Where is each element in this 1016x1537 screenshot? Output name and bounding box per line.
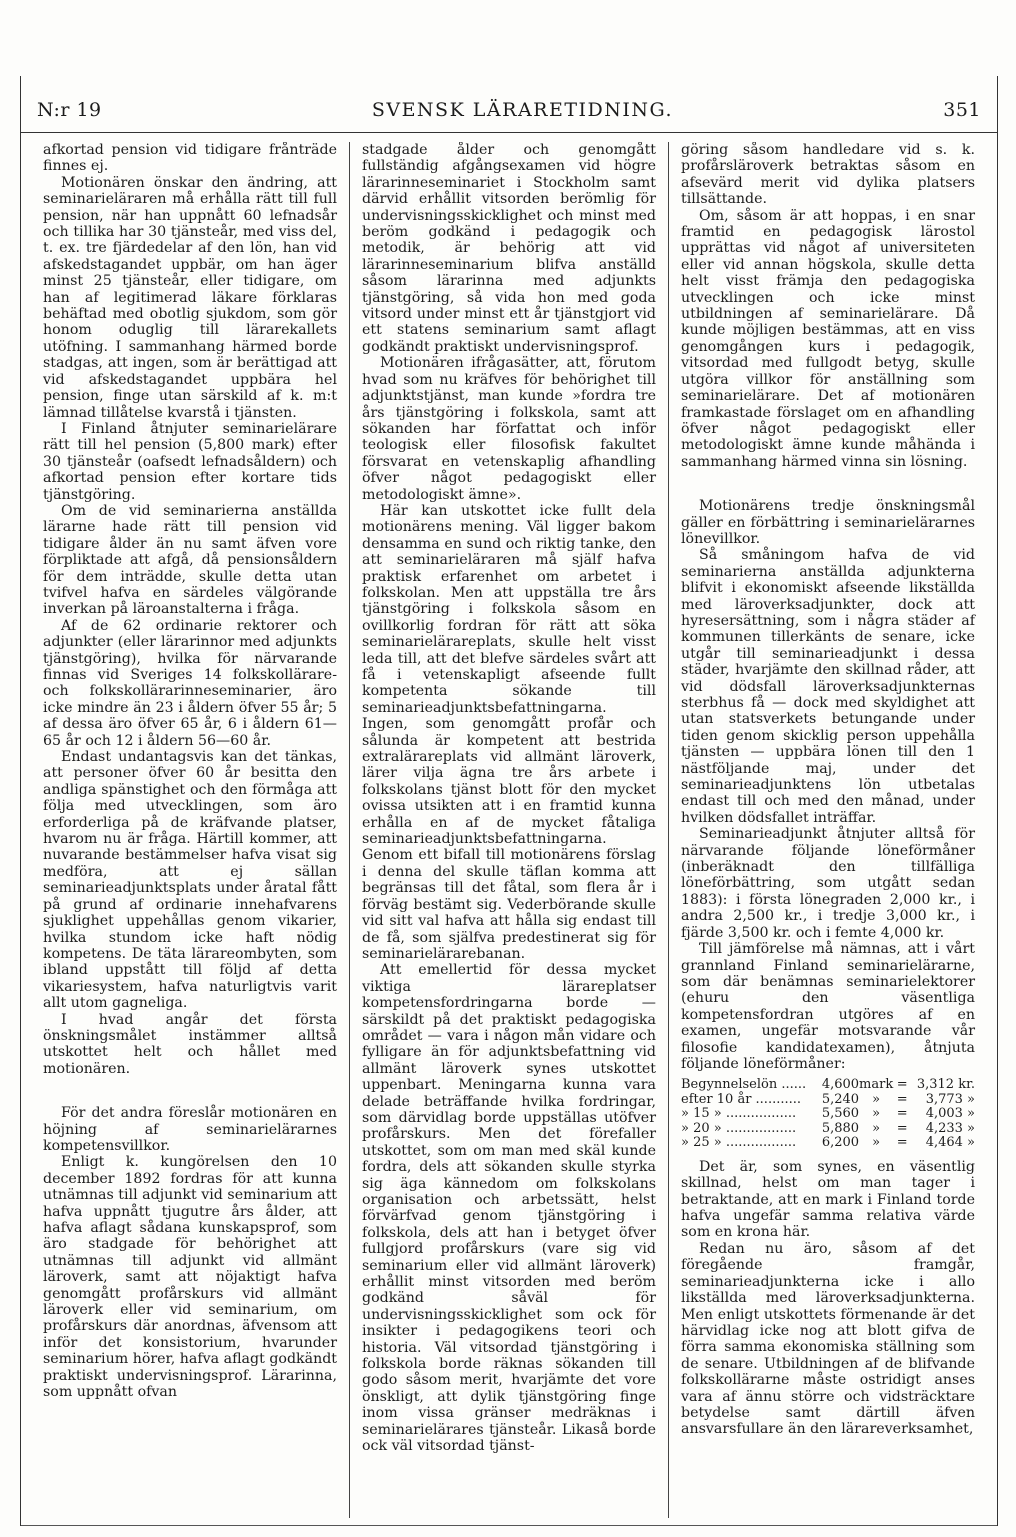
salary-mark: 5,880 — [821, 1120, 860, 1136]
paragraph: Motionären ifrågasätter, att, förutom hvad som nu kräfves för behörighet till adjunktstjänst, man kunde »fordra tre års tjänstgöring i folkskola, samt att sökanden har författat och inför teologisk eller filosofisk fakultet försvarat en vetenskaplig afhandling öfver något pedagogiskt eller metodologiskt ämne». — [362, 355, 656, 503]
footer-rule — [21, 1525, 997, 1526]
salary-label: » 15 » ................. — [681, 1106, 797, 1122]
table-row — [681, 1093, 975, 1108]
salary-label: » 25 » ................. — [681, 1135, 797, 1151]
salary-mark: 5,560 — [821, 1106, 860, 1122]
column-2 — [349, 142, 668, 1518]
paragraph: Att emellertid för dessa mycket viktiga lärareplatser kompetensfordringarna borde — särskildt på det praktiskt pedagogiska området — vara i någon mån vidare och fylligare än för adjunktsbefattning vid allmänt läroverk synes utskottet uppenbart. Meningarna kunna vara delade beträffande hvilka fordringar, som därvidlag borde uppställas utöfver profårskurs. Men det förefaller utskottet, som om man med skäl kunde fordra, dels att sökanden skulle styrka sig äga kännedom om folkskolans organisation och arbetssätt, helst förvärfvad genom tjänstgöring i folkskola, dels att han i betyget öfver fullgjord profårskurs (vare sig vid seminarium eller vid allmänt läroverk) erhållit minst vitsorden med beröm godkänd såväl för undervisningsskicklighet som ock för insikter i pedagogikens teori och historia. Väl vitsordad tjänstgöring i folkskola borde räknas sökanden till godo såsom merit, hvarjämte det vore önskligt, att dylik tjänstgöring finge inom vissa gränser medräknas i seminarielärares tjänsteår. Likaså borde ock väl vitsordad tjänst- — [362, 962, 656, 1455]
header-rule — [21, 132, 997, 133]
salary-unit: » — [872, 1091, 881, 1107]
paragraph: Om de vid seminarierna anställda lärarne hade rätt till pension vid tidigare ålder än nu samt äfven vore förpliktade att afgå, då pensionsåldern för dem inträdde, skulle detta utan tvifvel hafva en särdeles välgörande inverkan på läroanstalterna i fråga. — [43, 502, 337, 618]
salary-label: efter 10 år ........... — [681, 1091, 801, 1107]
salary-unit: » — [872, 1120, 881, 1136]
salary-mark: 6,200 — [821, 1135, 860, 1151]
salary-kr: 4,233 » — [925, 1120, 975, 1136]
salary-kr: 3,312 kr. — [916, 1077, 975, 1093]
paragraph: Redan nu äro, såsom af det föregående framgår, seminarieadjunkterna icke i allo likställda med läroverksadjunkterna. Men enligt utskottets förmenande är det härvidlag icke nog att blott gifva de förra samma ekonomiska ställning som de senare. Utbildningen af de blifvande folkskollärarne måste ostridigt anses vara af ännu större och vidsträcktare betydelse samt därtill äfven ansvarsfullare än den lärareverksamhet, — [681, 1240, 975, 1438]
salary-unit: » — [872, 1135, 881, 1151]
salary-mark: 5,240 — [821, 1091, 860, 1107]
table-row — [681, 1107, 975, 1122]
paragraph: I hvad angår det första önskningsmålet instämmer alltså utskottet helt och hållet med motionären. — [43, 1011, 337, 1077]
paragraph: Så småningom hafva de vid seminarierna anställda adjunkterna blifvit i ekonomiskt afseende likställda med läroverksadjunkter, dock att hyresersättning, som i några städer af kommunen tillerkänts de senare, icke utgår till seminarieadjunkt i dessa städer, hvarjämte den skillnad råder, att vid dödsfall läroverksadjunkternas sterbhus få — dock med skyldighet att utan statsverkets betungande under tiden genom skicklig person uppehålla tjänsten — uppbära lönen till den 1 nästföljande maj, under det seminarieadjunktens lön utbetalas endast till och med den månad, under hvilken dödsfallet inträffar. — [681, 547, 975, 826]
paragraph: afkortad pension vid tidigare frånträde finnes ej. — [43, 142, 337, 175]
salary-unit: mark — [859, 1077, 894, 1093]
page-header — [37, 94, 981, 126]
paragraph: Om, såsom är att hoppas, i en snar framtid en pedagogisk lärostol upprättas vid något af universiteten eller vid annan högskola, skulle detta helt visst främja den pedagogiska utvecklingen och icke minst utbildningen af seminarielärare. Då kunde möjligen bestämmas, att en viss genomgången kurs i pedagogik, vitsordad med fullgodt betyg, skulle utgöra villkor för anställning som seminarielärare. Det af motionären framkastade förslaget om en afhandling öfver något pedagogiskt eller metodologiskt ämne kunde måhända i sammanhang härmed vinna sin lösning. — [681, 207, 975, 470]
paragraph: göring såsom handledare vid s. k. profårsläroverk betraktas såsom en afsevärd merit vid dylika platsers tillsättande. — [681, 142, 975, 208]
paragraph: Till jämförelse må nämnas, att i vårt grannland Finland seminarielärarne, som där benämnas seminarielektorer (ehuru den väsentliga kompetensfordran utgöres af en examen, ungefär motsvarande vår filosofie kandidatexamen), åtnjuta följande löneförmåner: — [681, 941, 975, 1072]
paragraph: Endast undantagsvis kan det tänkas, att personer öfver 60 år besitta den andliga spänstighet och den förmåga att följa med utvecklingen, som äro erforderliga på de kräfvande platser, hvarom nu är fråga. Härtill kommer, att nuvarande bestämmelser hafva visat sig medföra, att ej sällan seminarieadjunktsplats under åratal fått på grund af ordinarie innehafvarens sjuklighet uppehållas genom vikarier, hvilka stundom icke haft nödig kompetens. De täta lärareombyten, som ibland uppstått till följd af detta vikariesystem, hafva naturligtvis varit allt utom gagneliga. — [43, 749, 337, 1012]
paragraph: Af de 62 ordinarie rektorer och adjunkter (eller lärarinnor med adjunkts tjänstgöring), hvilka för närvarande finnas vid Sveriges 14 folkskollärare- och folkskollärarinneseminarier, äro icke mindre än 23 i åldern öfver 55 år; 5 af dessa äro öfver 65 år, 6 i åldern 61—65 år och 12 i åldern 56—60 år. — [43, 617, 337, 749]
text-columns — [31, 142, 987, 1518]
salary-kr: 4,003 » — [925, 1106, 975, 1122]
page-number: 351 — [943, 99, 981, 121]
table-row — [681, 1136, 975, 1151]
paragraph: Enligt k. kungörelsen den 10 december 1892 fordras för att kunna utnämnas till adjunkt vid seminarium att hafva uppnått tjugutre års ålder, att hafva aflagt sådana kunskapsprof, som äro stadgade för behörighet att utnämnas till adjunkt vid allmänt läroverk, samt att nöjaktigt hafva genomgått profårskurs vid allmänt läroverk eller vid seminarium, om profårskurs där anordnas, äfvensom att inför det konsistorium, hvarunder seminarium hörer, hafva aflagt godkändt praktiskt undervisningsprof. Lärarinna, som uppnått ofvan — [43, 1154, 337, 1401]
table-row — [681, 1078, 975, 1093]
salary-equals: = — [896, 1106, 908, 1122]
paragraph: stadgade ålder och genomgått fullständig afgångsexamen vid högre lärarinneseminariet i Stockholm samt därvid erhållit vitsorden berömlig för undervisningsskicklighet och minst med beröm godkänd i pedagogik och metodik, är behörig att vid lärarinneseminarium blifva anställd såsom lärarinna med adjunkts tjänstgöring, så vida hon med goda vitsord under minst ett år tjänstgjort vid ett statens seminarium samt aflagt godkändt praktiskt undervisningsprof. — [362, 142, 656, 355]
salary-table — [681, 1078, 975, 1151]
salary-equals: = — [896, 1120, 908, 1136]
paragraph: Motionärens tredje önskningsmål gäller en förbättring i seminarielärarnes lönevillkor. — [681, 498, 975, 547]
salary-equals: = — [896, 1091, 908, 1107]
column-3 — [668, 142, 987, 1518]
publication-title: SVENSK LÄRARETIDNING. — [371, 99, 674, 121]
table-row — [681, 1122, 975, 1137]
paragraph: I Finland åtnjuter seminarielärare rätt till hel pension (5,800 mark) efter 30 tjänsteår (oafsedt lefnadsåldern) och afkortad pension efter kortare tids tjänstgöring. — [43, 420, 337, 503]
salary-equals: = — [896, 1135, 908, 1151]
salary-mark: 4,600 — [821, 1077, 860, 1093]
salary-kr: 4,464 » — [925, 1135, 975, 1151]
salary-unit: » — [872, 1106, 881, 1122]
paragraph: Här kan utskottet icke fullt dela motionärens mening. Väl ligger bakom densamma en sund och riktig tanke, den att seminarieläraren må själf hafva praktisk erfarenhet om arbetet i folkskolan. Men att uppställa tre års tjänstgöring i folkskola såsom en ovillkorlig fordran för rätt att söka seminarielärareplats, skulle helt visst leda till, att det blefve särdeles svårt att få i vetenskapligt afseende fullt kompetenta sökande till seminarieadjunktsbefattningarna. Ingen, som genomgått profår och sålunda är kompetent att bestrida extralärareplats vid allmänt läroverk, lärer vilja ägna tre års arbete i folkskolans tjänst blott för den mycket ovissa utsikten att i en framtid kunna erhålla en af de mycket fåtaliga seminarieadjunktsbefattningarna. Genom ett bifall till motionärens förslag i denna del skulle täflan komma att begränsas till det fåtal, som flera år i förväg bestämt sig. Vederbörande skulle vid sitt val hafva att hålla sig endast till de få, som själfva predestinerat sig för seminarielärarebanan. — [362, 502, 656, 962]
column-1 — [31, 142, 349, 1518]
paragraph: För det andra föreslår motionären en höjning af seminarielärarnes kompetensvillkor. — [43, 1105, 337, 1154]
paragraph: Seminarieadjunkt åtnjuter alltså för närvarande följande löneförmåner (inberäknadt den tillfälliga löneförbättring, som utgått sedan 1883): i första lönegraden 2,000 kr., i andra 2,500 kr., i tredje 3,000 kr., i fjärde 3,500 kr. och i femte 4,000 kr. — [681, 826, 975, 941]
newspaper-page — [20, 76, 998, 1526]
salary-equals: = — [896, 1077, 908, 1093]
issue-number: N:r 19 — [37, 99, 102, 121]
paragraph: Det är, som synes, en väsentlig skillnad, helst om man tager i betraktande, att en mark i Finland torde hafva ungefär samma relativa värde som en krona här. — [681, 1158, 975, 1241]
salary-label: Begynnelselön ...... — [681, 1077, 807, 1093]
salary-label: » 20 » ................. — [681, 1120, 797, 1136]
salary-kr: 3,773 » — [925, 1091, 975, 1107]
paragraph: Motionären önskar den ändring, att seminarieläraren må erhålla rätt till full pension, när han uppnått 60 lefnadsår och tillika har 30 tjänsteår, med viss del, t. ex. tre fjärdedelar af den lön, han vid afskedstagandet uppbär, om han äger minst 25 tjänsteår, eller tidigare, om han af legitimerad läkare förklaras behäftad med obotlig sjukdom, som gör honom oduglig till lärarekallets utöfning. I sammanhang härmed borde stadgas, att ingen, som är berättigad att vid afskedstagandet uppbära hel pension, finge utan särskild af k. m:t lämnad tillåtelse kvarstå i tjänsten. — [43, 174, 337, 421]
